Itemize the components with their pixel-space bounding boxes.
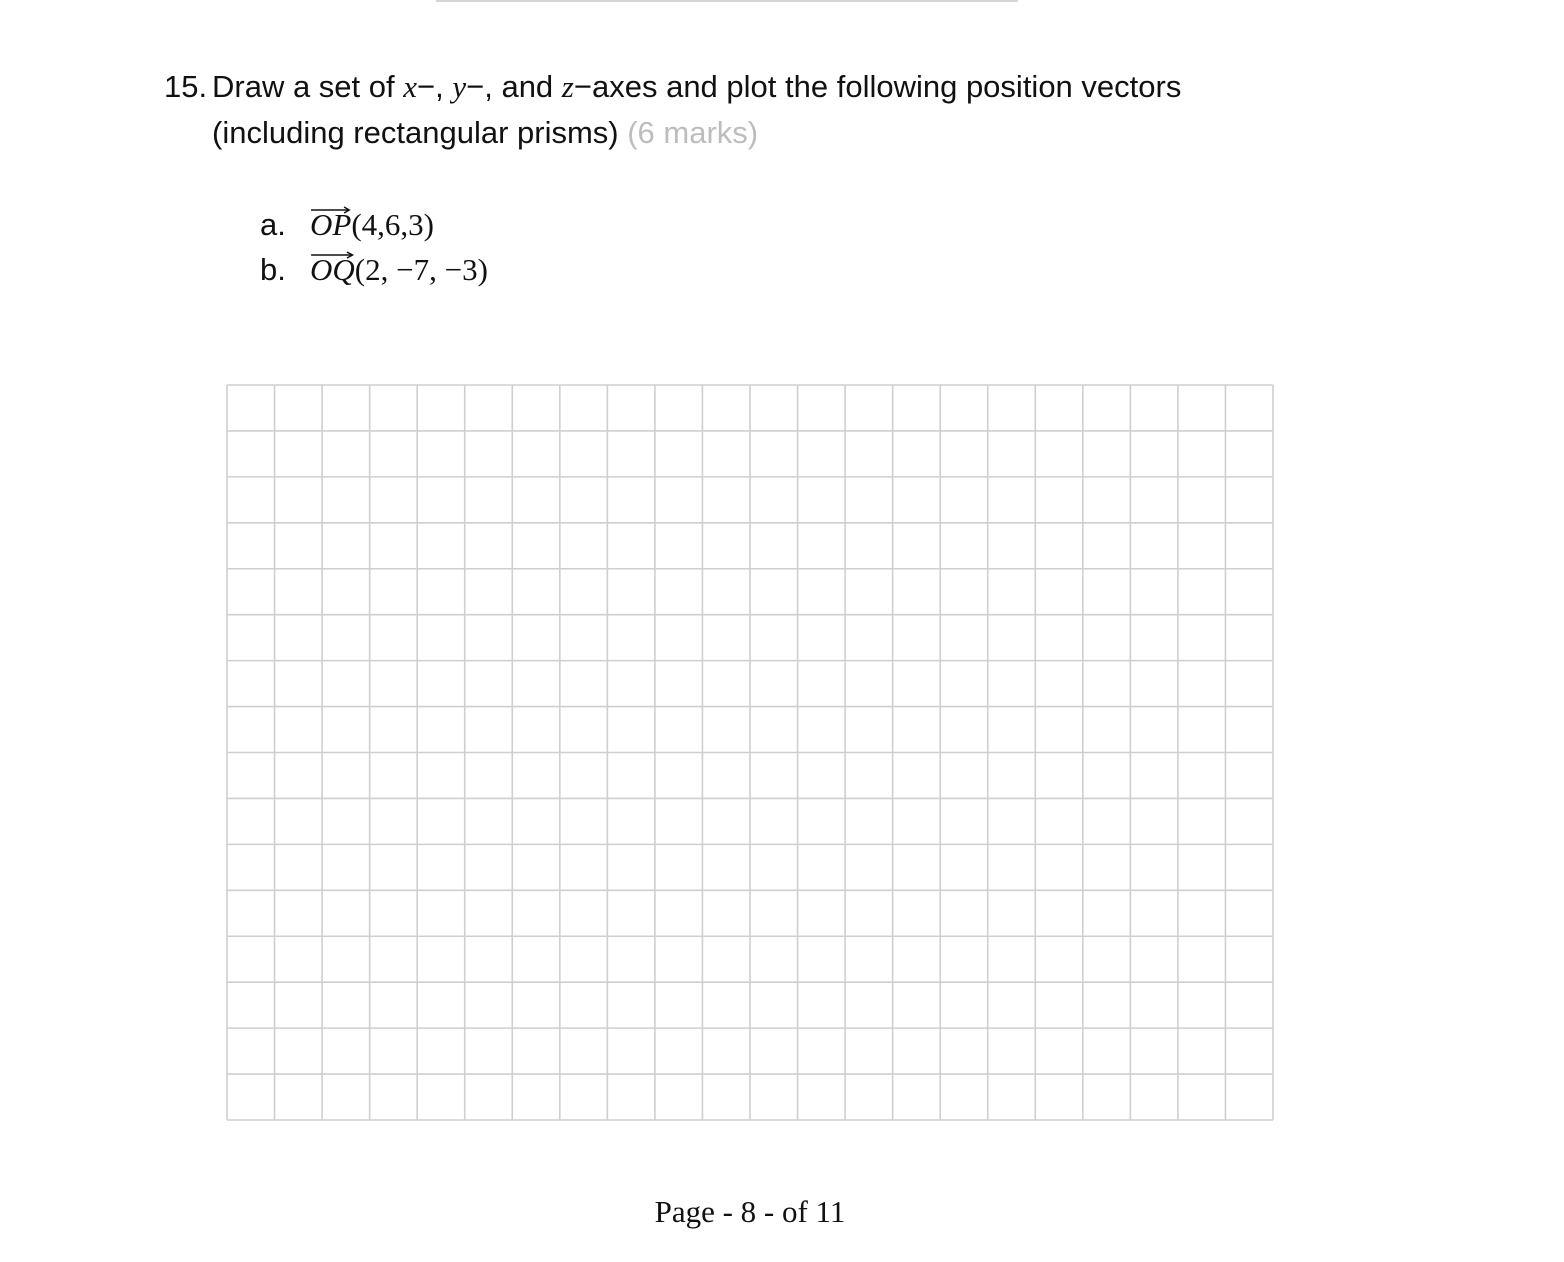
sub-letter: b. xyxy=(260,252,286,287)
var-y: y xyxy=(452,69,467,104)
sub-question-a xyxy=(260,202,488,247)
sep-x: −, xyxy=(417,69,453,104)
question-line2: (including rectangular prisms) xyxy=(212,115,628,150)
question-number: 15. xyxy=(164,69,208,104)
grid-lines xyxy=(226,384,1274,1121)
sub-question-list xyxy=(260,202,488,292)
sub-question-b xyxy=(260,247,488,292)
vector-name: OQ xyxy=(310,252,355,287)
vector-arrow-icon xyxy=(310,251,355,259)
vector-coords: (4,6,3) xyxy=(351,207,434,242)
question-text-line-1 xyxy=(212,64,1181,110)
top-divider xyxy=(436,0,1018,2)
question-text-line-2 xyxy=(212,110,758,156)
marks-label: (6 marks) xyxy=(627,115,759,150)
page-footer: Page - 8 - of 11 xyxy=(654,1194,846,1229)
question-suffix: −axes and plot the following position vectors xyxy=(573,69,1182,104)
graph-paper-grid[interactable] xyxy=(226,384,1274,1121)
var-x: x xyxy=(403,69,418,104)
vector-name: OP xyxy=(310,207,352,242)
vector-arrow-icon xyxy=(310,206,351,214)
vector-coords: (2, −7, −3) xyxy=(354,252,488,287)
var-z: z xyxy=(561,69,574,104)
question-prefix: Draw a set of xyxy=(212,69,404,104)
sep-y: −, and xyxy=(466,69,562,104)
sub-letter: a. xyxy=(260,207,286,242)
